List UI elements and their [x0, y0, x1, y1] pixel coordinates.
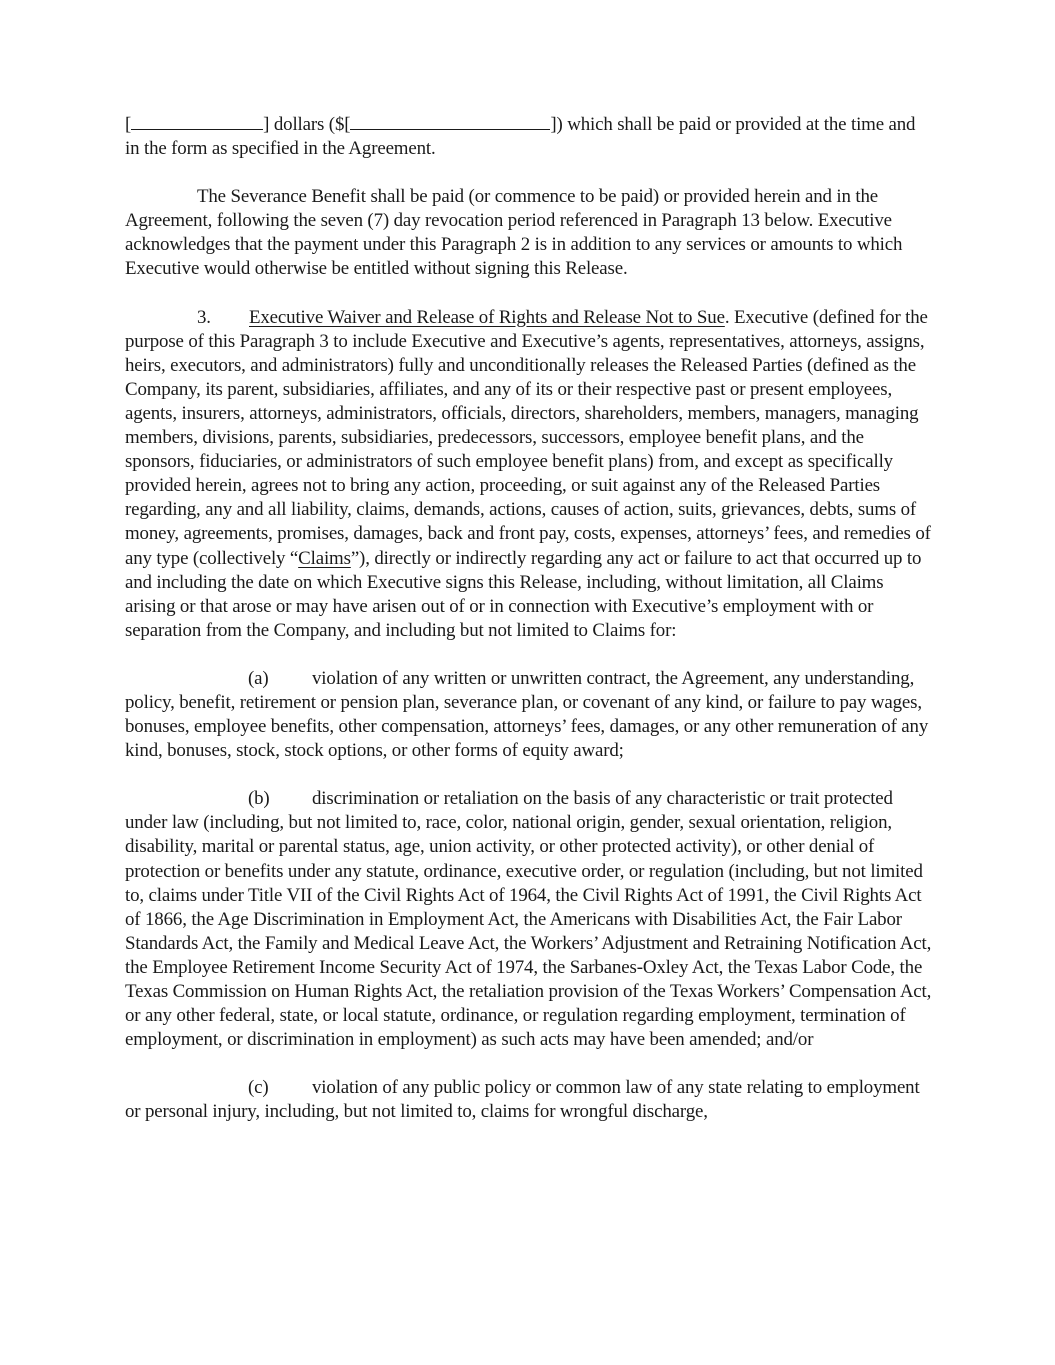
amount-line [125, 112, 933, 161]
document-body [125, 112, 933, 1148]
subsection-a-text: violation of any written or unwritten contract, the Agreement, any understanding, policy, benefit, retirement or pension plan, severance plan, or covenant of any kind, or failure to pay wages, bonuses, employee benefits, other compensation, attorneys’ fees, damages, or any other remuneration of any kind, bonuses, stock, stock options, or other forms of equity award; [125, 667, 929, 762]
dollars-text: ] dollars ($[ [263, 114, 351, 135]
severance-benefit-paragraph: The Severance Benefit shall be paid (or commence to be paid) or provided herein and in the Agreement, following the seven (7) day revocation period referenced in Paragraph 13 below. Executive acknowledges that the payment under this Paragraph 2 is in addition to any services or amounts to which Executive would otherwise be entitled without signing this Release. [125, 186, 903, 280]
subsection-b-label: (b) [248, 788, 270, 810]
subsection-c-text: violation of any public policy or common law of any state relating to employment or personal injury, including, but not limited to, claims for wrongful discharge, [125, 1077, 920, 1123]
amount-line-text: ]) which shall be paid or provided at the time and in the form as specified in the Agreement. [125, 114, 916, 160]
subsection-c [125, 1076, 933, 1124]
section-number: 3. [197, 306, 211, 328]
subsection-a [125, 667, 933, 763]
section-body-part-1: . Executive (defined for the purpose of this Paragraph 3 to include Executive and Executive’s agents, representatives, attorneys, assigns, heirs, executors, and administrators) fully and unconditionally releases the Released Parties (defined as the Company, its parent, subsidiaries, affiliates, and any of its or their respective past or present employees, agents, insurers, attorneys, administrators, officials, directors, shareholders, members, managers, managing members, divisions, parents, subsidiaries, predecessors, successors, employee benefit plans, and the sponsors, fiduciaries, or administrators of such employee benefit plans) from, and except as specifically provided herein, agrees not to bring any action, proceeding, or suit against any of the Released Parties regarding, any and all liability, claims, demands, actions, causes of action, suits, grievances, debts, sums of money, agreements, promises, damages, back and front pay, costs, expenses, attorneys’ fees, and remedies of any type (collectively “ [125, 306, 931, 569]
section-heading: Executive Waiver and Release of Rights and Release Not to Sue [249, 306, 725, 328]
open-bracket: [ [125, 114, 132, 135]
amount-words-blank [131, 112, 263, 130]
section-3-paragraph [125, 306, 933, 643]
subsection-a-label: (a) [248, 667, 269, 689]
claims-defined-term: Claims [298, 547, 351, 569]
section-body-part-2: ”), directly or indirectly regarding any act or failure to act that occurred up to and including the date on which Executive signs this Release, including, without limitation, all Claims arising or that arose or may have arisen out of or in connection with Executive’s employment with or separation from the Company, and including but not limited to Claims for: [125, 547, 922, 641]
subsection-b [125, 787, 933, 1052]
subsection-c-label: (c) [248, 1077, 269, 1099]
subsection-b-text: discrimination or retaliation on the basis of any characteristic or trait protected under law (including, but not limited to, race, color, national origin, gender, sexual orientation, religion, disability, marital or parental status, age, union activity, or other protected activity), or other denial of protection or benefits under any statute, ordinance, executive order, or regulation (including, but not limited to, claims under Title VII of the Civil Rights Act of 1964, the Civil Rights Act of 1991, the Civil Rights Act of 1866, the Age Discrimination in Employment Act, the Americans with Disabilities Act, the Fair Labor Standards Act, the Family and Medical Leave Act, the Workers’ Adjustment and Retraining Notification Act, the Employee Retirement Income Security Act of 1974, the Sarbanes-Oxley Act, the Texas Labor Code, the Texas Commission on Human Rights Act, the retaliation provision of the Texas Workers’ Compensation Act, or any other federal, state, or local statute, ordinance, or regulation regarding employment, termination of employment, or discrimination in employment) as such acts may have been amended; and/or [125, 788, 932, 1051]
amount-number-blank [350, 112, 550, 130]
